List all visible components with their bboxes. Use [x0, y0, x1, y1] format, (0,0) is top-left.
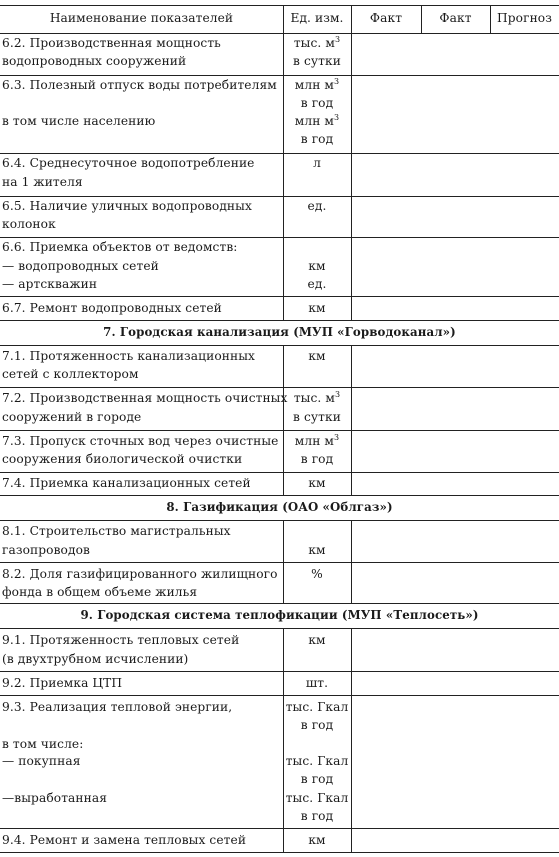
- section-rule: [0, 603, 559, 604]
- section-9-heading: 9. Городская система теплофикации (МУП «Теплосеть»): [80, 608, 479, 622]
- row-9-2-unit: шт.: [305, 676, 329, 690]
- row-7-3-unit-cont: в год: [300, 452, 334, 466]
- row-9-1-name: 9.1. Протяженность тепловых сетей: [2, 633, 240, 647]
- row-6-5-name: 6.5. Наличие уличных водопроводных: [2, 199, 252, 213]
- row-8-2-unit: %: [311, 567, 323, 581]
- row-7-4-name: 7.4. Приемка канализационных сетей: [2, 476, 251, 490]
- row-6-7-name: 6.7. Ремонт водопроводных сетей: [2, 301, 222, 315]
- row-6-2-unit-cont: в сутки: [293, 54, 341, 68]
- row-9-3-sub-1: — покупная: [2, 754, 81, 768]
- row-6-3-name: 6.3. Полезный отпуск воды потребителям: [2, 78, 277, 92]
- row-9-3-unit-cont: в год: [300, 718, 334, 732]
- row-6-3-unit: млн $м^3$: [294, 77, 340, 92]
- column-divider: [351, 5, 352, 320]
- row-rule: [0, 695, 559, 696]
- row-6-3-sub-name: в том числе населению: [2, 114, 156, 128]
- row-rule: [0, 387, 559, 388]
- row-6-2-unit: тыс. $м^3$: [293, 35, 341, 50]
- row-8-1-unit: км: [308, 543, 326, 557]
- row-7-3-unit: млн $м^3$: [294, 433, 340, 448]
- row-8-2-name-cont: фонда в общем объеме жилья: [2, 585, 198, 599]
- row-7-2-unit: тыс. $м^3$: [293, 390, 341, 405]
- row-6-3-unit-cont: в год: [300, 96, 334, 110]
- row-6-4-name: 6.4. Среднесуточное водопотребление: [2, 156, 255, 170]
- row-6-6-name: 6.6. Приемка объектов от ведомств:: [2, 240, 238, 254]
- row-7-3-name-cont: сооружения биологической очистки: [2, 452, 243, 466]
- row-9-3-sub-2-unit-cont: в год: [300, 809, 334, 823]
- row-9-4-unit: км: [308, 833, 326, 847]
- row-9-3-name: 9.3. Реализация тепловой энергии,: [2, 700, 233, 714]
- section-8-heading: 8. Газификация (ОАО «Облгаз»): [166, 500, 393, 514]
- row-6-4-unit: л: [313, 156, 321, 170]
- row-6-6-unit-1: км: [308, 259, 326, 273]
- section-7-heading: 7. Городская канализация (МУП «Горводоканал»): [103, 325, 456, 339]
- row-9-3-sub-heading: в том числе:: [2, 737, 84, 751]
- row-8-1-name-cont: газопроводов: [2, 543, 91, 557]
- table-top-rule: [0, 5, 559, 6]
- column-divider: [283, 520, 284, 603]
- row-6-4-name-cont: на 1 жителя: [2, 175, 83, 189]
- row-rule: [0, 562, 559, 563]
- row-8-1-name: 8.1. Строительство магистральных: [2, 524, 231, 538]
- column-divider: [351, 628, 352, 852]
- row-6-3-sub-unit-cont: в год: [300, 132, 334, 146]
- row-6-5-name-cont: колонок: [2, 217, 56, 231]
- row-rule: [0, 671, 559, 672]
- section-rule: [0, 320, 559, 321]
- row-6-6-sub-1: — водопроводных сетей: [2, 259, 159, 273]
- row-7-1-name-cont: сетей с коллектором: [2, 367, 139, 381]
- row-6-6-unit-2: ед.: [307, 277, 327, 291]
- row-9-3-sub-2: —выработанная: [2, 791, 108, 805]
- row-9-4-name: 9.4. Ремонт и замена тепловых сетей: [2, 833, 247, 847]
- row-rule: [0, 296, 559, 297]
- row-rule: [0, 472, 559, 473]
- row-7-2-name: 7.2. Производственная мощность очистных: [2, 391, 288, 405]
- row-6-2-name-cont: водопроводных сооружений: [2, 54, 187, 68]
- row-rule: [0, 430, 559, 431]
- header-fact-1: Факт: [369, 11, 403, 25]
- row-7-2-name-cont: сооружений в городе: [2, 410, 142, 424]
- row-8-2-name: 8.2. Доля газифицированного жилищного: [2, 567, 278, 581]
- section-rule: [0, 520, 559, 521]
- row-7-2-unit-cont: в сутки: [293, 410, 341, 424]
- row-7-4-unit: км: [308, 476, 326, 490]
- row-9-1-unit: км: [308, 633, 326, 647]
- section-rule: [0, 628, 559, 629]
- section-rule: [0, 345, 559, 346]
- header-forecast: Прогноз: [497, 11, 552, 25]
- row-7-1-unit: км: [308, 349, 326, 363]
- section-rule: [0, 495, 559, 496]
- row-rule: [0, 828, 559, 829]
- row-6-7-unit: км: [308, 301, 326, 315]
- header-fact-2: Факт: [439, 11, 472, 25]
- header-name: Наименование показателей: [49, 11, 234, 25]
- row-9-3-sub-2-unit: тыс. Гкал: [285, 791, 349, 805]
- row-9-2-name: 9.2. Приемка ЦТП: [2, 676, 123, 690]
- row-7-3-name: 7.3. Пропуск сточных вод через очистные: [2, 434, 279, 448]
- column-divider: [351, 345, 352, 495]
- row-9-3-unit: тыс. Гкал: [285, 700, 349, 714]
- row-9-1-name-cont: (в двухтрубном исчислении): [2, 652, 189, 666]
- column-divider: [351, 520, 352, 603]
- row-7-1-name: 7.1. Протяженность канализационных: [2, 349, 255, 363]
- row-9-3-sub-1-unit-cont: в год: [300, 772, 334, 786]
- row-9-3-sub-1-unit: тыс. Гкал: [285, 754, 349, 768]
- header-unit: Ед. изм.: [290, 11, 344, 25]
- row-6-6-sub-2: — артскважин: [2, 277, 98, 291]
- row-6-5-unit: ед.: [307, 199, 327, 213]
- table-bottom-rule: [0, 852, 559, 853]
- row-6-3-sub-unit: млн $м^3$: [294, 113, 340, 128]
- row-6-2-name: 6.2. Производственная мощность: [2, 36, 221, 50]
